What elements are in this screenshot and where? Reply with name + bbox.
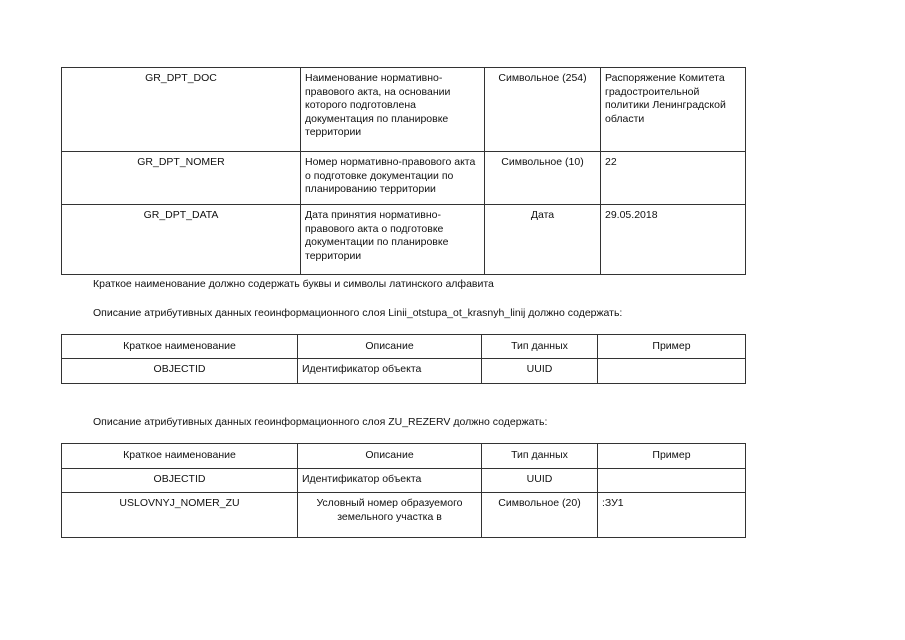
header-description: Описание: [298, 335, 482, 359]
cell-example: 22: [601, 152, 746, 205]
cell-example: [598, 469, 746, 493]
header-example: Пример: [598, 335, 746, 359]
cell-type: UUID: [482, 359, 598, 384]
layer-description-heading-linii: Описание атрибутивных данных геоинформационного слоя Linii_otstupa_ot_krasnyh_linij должно содержать:: [93, 307, 623, 319]
cell-description: Наименование нормативно-правового акта, на основании которого подготовлена документация по планировке территории: [301, 68, 485, 152]
cell-type: Символьное (20): [482, 493, 598, 538]
header-name: Краткое наименование: [62, 335, 298, 359]
header-type: Тип данных: [482, 444, 598, 469]
latin-alphabet-note: Краткое наименование должно содержать буквы и символы латинского алфавита: [93, 278, 494, 290]
layer-description-heading-zu-rezerv: Описание атрибутивных данных геоинформационного слоя ZU_REZERV должно содержать:: [93, 416, 548, 428]
cell-name: GR_DPT_NOMER: [62, 152, 301, 205]
cell-type: Символьное (10): [485, 152, 601, 205]
cell-name: OBJECTID: [62, 359, 298, 384]
header-example: Пример: [598, 444, 746, 469]
cell-description: Идентификатор объекта: [298, 469, 482, 493]
cell-example: Распоряжение Комитета градостроительной политики Ленинградской области: [601, 68, 746, 152]
header-type: Тип данных: [482, 335, 598, 359]
cell-type: Символьное (254): [485, 68, 601, 152]
table-header-row: [62, 335, 746, 359]
table-row: [62, 205, 746, 275]
table-row: [62, 68, 746, 152]
table-row: [62, 493, 746, 538]
attributes-table-zu-rezerv: [61, 443, 746, 538]
cell-example: 29.05.2018: [601, 205, 746, 275]
cell-example: [598, 359, 746, 384]
cell-name: USLOVNYJ_NOMER_ZU: [62, 493, 298, 538]
cell-name: GR_DPT_DATA: [62, 205, 301, 275]
cell-description: Дата принятия нормативно-правового акта о подготовке документации по планировке территории: [301, 205, 485, 275]
cell-description: Идентификатор объекта: [298, 359, 482, 384]
table-row: [62, 152, 746, 205]
attributes-table-1: [61, 67, 746, 275]
table-header-row: [62, 444, 746, 469]
cell-type: Дата: [485, 205, 601, 275]
table-row: [62, 469, 746, 493]
cell-description: Условный номер образуемого земельного участка в: [298, 493, 482, 538]
cell-name: OBJECTID: [62, 469, 298, 493]
cell-type: UUID: [482, 469, 598, 493]
cell-example: :ЗУ1: [598, 493, 746, 538]
header-description: Описание: [298, 444, 482, 469]
cell-name: GR_DPT_DOC: [62, 68, 301, 152]
attributes-table-linii: [61, 334, 746, 384]
table-row: [62, 359, 746, 384]
header-name: Краткое наименование: [62, 444, 298, 469]
cell-description: Номер нормативно-правового акта о подготовке документации по планированию территории: [301, 152, 485, 205]
